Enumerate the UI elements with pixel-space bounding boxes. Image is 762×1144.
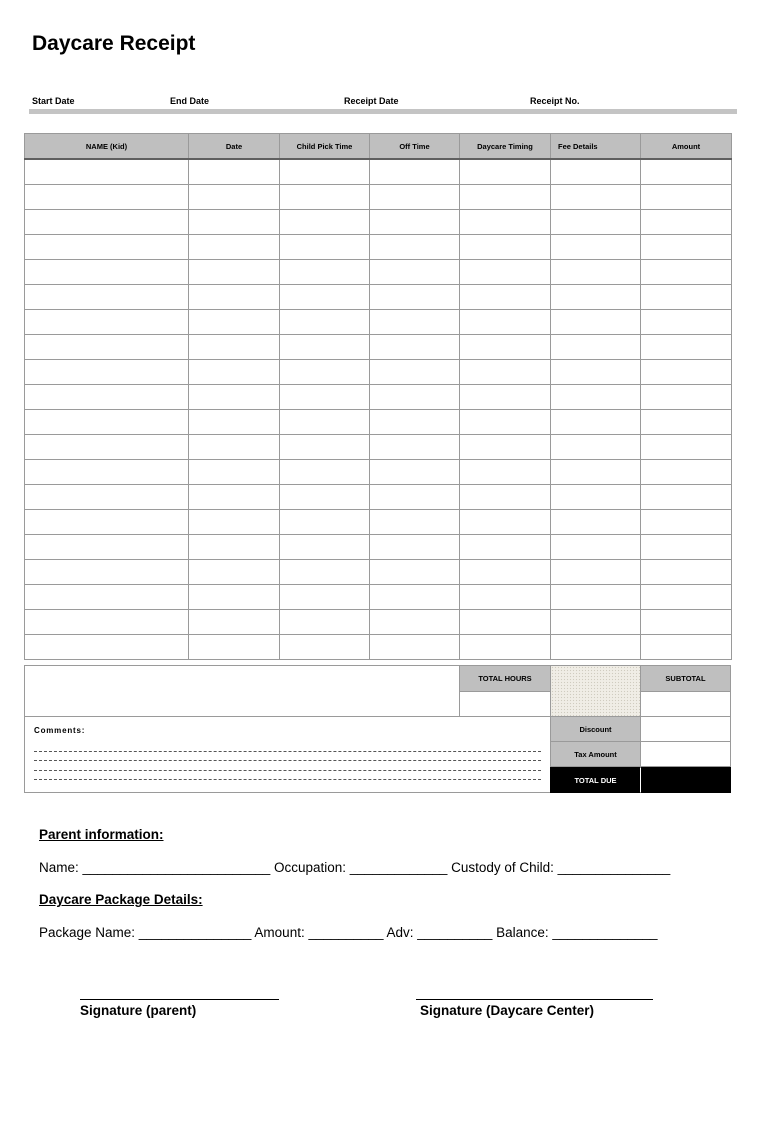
table-cell[interactable] <box>189 485 280 510</box>
table-cell[interactable] <box>280 235 370 260</box>
totals-left-blank <box>24 665 460 717</box>
table-cell[interactable] <box>551 460 641 485</box>
header-divider <box>29 109 737 114</box>
total-due-label: TOTAL DUE <box>550 767 641 793</box>
table-cell[interactable] <box>460 159 551 185</box>
table-cell[interactable] <box>280 510 370 535</box>
table-cell[interactable] <box>641 185 732 210</box>
table-cell[interactable] <box>551 310 641 335</box>
col-amount-header: Amount <box>641 134 732 160</box>
table-cell[interactable] <box>551 235 641 260</box>
table-cell[interactable] <box>551 535 641 560</box>
table-cell[interactable] <box>25 285 189 310</box>
table-cell[interactable] <box>370 335 460 360</box>
table-cell[interactable] <box>641 410 732 435</box>
table-cell[interactable] <box>641 159 732 185</box>
tax-amount-label: Tax Amount <box>550 741 641 767</box>
table-cell[interactable] <box>460 610 551 635</box>
table-cell[interactable] <box>460 410 551 435</box>
col-name-header: NAME (Kid) <box>25 134 189 160</box>
table-cell[interactable] <box>189 285 280 310</box>
table-cell[interactable] <box>551 285 641 310</box>
table-cell[interactable] <box>280 585 370 610</box>
center-signature-label: Signature (Daycare Center) <box>420 1003 595 1018</box>
table-cell[interactable] <box>280 535 370 560</box>
table-cell[interactable] <box>460 560 551 585</box>
table-cell[interactable] <box>641 310 732 335</box>
table-cell[interactable] <box>370 535 460 560</box>
comment-line <box>34 770 541 771</box>
table-cell[interactable] <box>280 159 370 185</box>
table-cell[interactable] <box>370 185 460 210</box>
table-row <box>25 285 732 310</box>
table-row <box>25 185 732 210</box>
table-cell[interactable] <box>280 360 370 385</box>
table-cell[interactable] <box>641 210 732 235</box>
table-cell[interactable] <box>370 210 460 235</box>
comment-line <box>34 760 541 761</box>
table-cell[interactable] <box>189 260 280 285</box>
table-cell[interactable] <box>25 560 189 585</box>
table-cell[interactable] <box>280 460 370 485</box>
table-cell[interactable] <box>189 185 280 210</box>
table-cell[interactable] <box>280 635 370 660</box>
table-cell[interactable] <box>641 260 732 285</box>
table-cell[interactable] <box>641 510 732 535</box>
table-cell[interactable] <box>25 535 189 560</box>
table-cell[interactable] <box>551 610 641 635</box>
table-cell[interactable] <box>551 435 641 460</box>
table-cell[interactable] <box>25 435 189 460</box>
total-due-value[interactable] <box>640 767 731 793</box>
table-cell[interactable] <box>551 585 641 610</box>
table-cell[interactable] <box>370 360 460 385</box>
table-cell[interactable] <box>25 460 189 485</box>
table-cell[interactable] <box>370 310 460 335</box>
table-cell[interactable] <box>189 610 280 635</box>
table-cell[interactable] <box>280 485 370 510</box>
table-cell[interactable] <box>641 335 732 360</box>
table-cell[interactable] <box>460 535 551 560</box>
table-row <box>25 535 732 560</box>
table-cell[interactable] <box>25 159 189 185</box>
table-row <box>25 260 732 285</box>
table-cell[interactable] <box>551 635 641 660</box>
col-daycare-timing-header: Daycare Timing <box>460 134 551 160</box>
table-cell[interactable] <box>189 560 280 585</box>
table-cell[interactable] <box>370 260 460 285</box>
table-cell[interactable] <box>551 385 641 410</box>
table-cell[interactable] <box>25 310 189 335</box>
table-cell[interactable] <box>641 285 732 310</box>
receipt-table <box>24 133 732 660</box>
table-cell[interactable] <box>551 210 641 235</box>
table-row <box>25 159 732 185</box>
discount-label: Discount <box>550 716 641 742</box>
table-cell[interactable] <box>189 535 280 560</box>
table-cell[interactable] <box>370 385 460 410</box>
comments-label: Comments: <box>34 726 86 735</box>
subtotal-label: SUBTOTAL <box>640 665 731 692</box>
table-cell[interactable] <box>25 360 189 385</box>
parent-signature-label: Signature (parent) <box>80 1003 197 1018</box>
table-cell[interactable] <box>280 210 370 235</box>
table-cell[interactable] <box>370 460 460 485</box>
comment-line <box>34 779 541 780</box>
table-cell[interactable] <box>641 435 732 460</box>
table-cell[interactable] <box>551 560 641 585</box>
table-row <box>25 610 732 635</box>
table-cell[interactable] <box>189 159 280 185</box>
col-fee-details-header: Fee Details <box>551 134 641 160</box>
table-cell[interactable] <box>641 585 732 610</box>
table-cell[interactable] <box>25 585 189 610</box>
table-row <box>25 360 732 385</box>
table-cell[interactable] <box>25 485 189 510</box>
table-cell[interactable] <box>370 510 460 535</box>
table-cell[interactable] <box>641 560 732 585</box>
table-cell[interactable] <box>370 435 460 460</box>
table-cell[interactable] <box>641 635 732 660</box>
table-cell[interactable] <box>25 260 189 285</box>
table-cell[interactable] <box>189 635 280 660</box>
tax-amount-value[interactable] <box>640 741 731 767</box>
table-cell[interactable] <box>189 410 280 435</box>
table-cell[interactable] <box>460 235 551 260</box>
table-row <box>25 585 732 610</box>
table-cell[interactable] <box>370 285 460 310</box>
table-cell[interactable] <box>189 335 280 360</box>
parent-signature-line[interactable] <box>80 999 279 1000</box>
page-title: Daycare Receipt <box>32 32 196 55</box>
table-cell[interactable] <box>641 385 732 410</box>
table-cell[interactable] <box>551 159 641 185</box>
table-row <box>25 235 732 260</box>
table-cell[interactable] <box>25 610 189 635</box>
table-cell[interactable] <box>280 435 370 460</box>
table-cell[interactable] <box>280 410 370 435</box>
table-cell[interactable] <box>551 360 641 385</box>
table-cell[interactable] <box>641 360 732 385</box>
table-cell[interactable] <box>551 510 641 535</box>
table-cell[interactable] <box>460 260 551 285</box>
total-hours-label: TOTAL HOURS <box>459 665 551 692</box>
table-cell[interactable] <box>551 335 641 360</box>
table-cell[interactable] <box>370 235 460 260</box>
table-cell[interactable] <box>370 410 460 435</box>
table-cell[interactable] <box>370 560 460 585</box>
table-row <box>25 335 732 360</box>
table-cell[interactable] <box>460 385 551 410</box>
table-row <box>25 635 732 660</box>
table-cell[interactable] <box>460 510 551 535</box>
total-hours-value[interactable] <box>459 691 551 717</box>
table-cell[interactable] <box>370 485 460 510</box>
table-cell[interactable] <box>460 435 551 460</box>
table-cell[interactable] <box>370 159 460 185</box>
table-cell[interactable] <box>551 185 641 210</box>
table-cell[interactable] <box>280 260 370 285</box>
table-cell[interactable] <box>641 460 732 485</box>
parent-info-fields[interactable]: Name: _________________________ Occupation: _____________ Custody of Child: _______________ <box>39 860 671 875</box>
center-signature-line[interactable] <box>416 999 653 1000</box>
table-cell[interactable] <box>641 485 732 510</box>
table-cell[interactable] <box>460 285 551 310</box>
table-cell[interactable] <box>25 635 189 660</box>
table-cell[interactable] <box>25 385 189 410</box>
table-cell[interactable] <box>641 610 732 635</box>
table-cell[interactable] <box>280 185 370 210</box>
table-cell[interactable] <box>551 260 641 285</box>
table-row <box>25 210 732 235</box>
table-cell[interactable] <box>189 360 280 385</box>
table-row <box>25 460 732 485</box>
package-details-fields[interactable]: Package Name: _______________ Amount: __________ Adv: __________ Balance: ______________ <box>39 925 658 940</box>
end-date-label: End Date <box>170 96 210 106</box>
table-cell[interactable] <box>460 485 551 510</box>
table-cell[interactable] <box>189 235 280 260</box>
table-cell[interactable] <box>189 460 280 485</box>
table-cell[interactable] <box>460 360 551 385</box>
table-row <box>25 485 732 510</box>
table-cell[interactable] <box>551 410 641 435</box>
table-cell[interactable] <box>460 185 551 210</box>
receipt-date-label: Receipt Date <box>344 96 399 106</box>
comment-line <box>34 751 541 752</box>
table-row <box>25 385 732 410</box>
comments-box <box>24 716 551 793</box>
table-cell[interactable] <box>460 585 551 610</box>
table-cell[interactable] <box>280 385 370 410</box>
table-cell[interactable] <box>370 635 460 660</box>
table-cell[interactable] <box>460 460 551 485</box>
table-cell[interactable] <box>280 335 370 360</box>
table-cell[interactable] <box>460 335 551 360</box>
table-cell[interactable] <box>460 210 551 235</box>
receipt-no-label: Receipt No. <box>530 96 580 106</box>
table-cell[interactable] <box>460 310 551 335</box>
col-pick-time-header: Child Pick Time <box>280 134 370 160</box>
shaded-cell <box>550 665 641 717</box>
table-cell[interactable] <box>280 560 370 585</box>
col-date-header: Date <box>189 134 280 160</box>
table-cell[interactable] <box>370 585 460 610</box>
table-cell[interactable] <box>25 335 189 360</box>
table-cell[interactable] <box>551 485 641 510</box>
table-header-row <box>25 134 732 160</box>
table-row <box>25 510 732 535</box>
table-cell[interactable] <box>25 235 189 260</box>
table-cell[interactable] <box>25 185 189 210</box>
start-date-label: Start Date <box>32 96 75 106</box>
table-cell[interactable] <box>25 510 189 535</box>
table-cell[interactable] <box>641 535 732 560</box>
col-off-time-header: Off Time <box>370 134 460 160</box>
table-cell[interactable] <box>189 510 280 535</box>
table-cell[interactable] <box>25 210 189 235</box>
table-cell[interactable] <box>641 235 732 260</box>
table-cell[interactable] <box>460 635 551 660</box>
table-cell[interactable] <box>370 610 460 635</box>
parent-info-heading: Parent information: <box>39 827 164 842</box>
table-row <box>25 310 732 335</box>
subtotal-value[interactable] <box>640 691 731 717</box>
table-row <box>25 410 732 435</box>
table-cell[interactable] <box>189 310 280 335</box>
table-cell[interactable] <box>189 385 280 410</box>
discount-value[interactable] <box>640 716 731 742</box>
package-details-heading: Daycare Package Details: <box>39 892 203 907</box>
table-row <box>25 560 732 585</box>
table-cell[interactable] <box>189 585 280 610</box>
table-row <box>25 435 732 460</box>
table-cell[interactable] <box>280 285 370 310</box>
table-cell[interactable] <box>280 610 370 635</box>
table-cell[interactable] <box>25 410 189 435</box>
table-cell[interactable] <box>189 210 280 235</box>
table-cell[interactable] <box>189 435 280 460</box>
table-cell[interactable] <box>280 310 370 335</box>
